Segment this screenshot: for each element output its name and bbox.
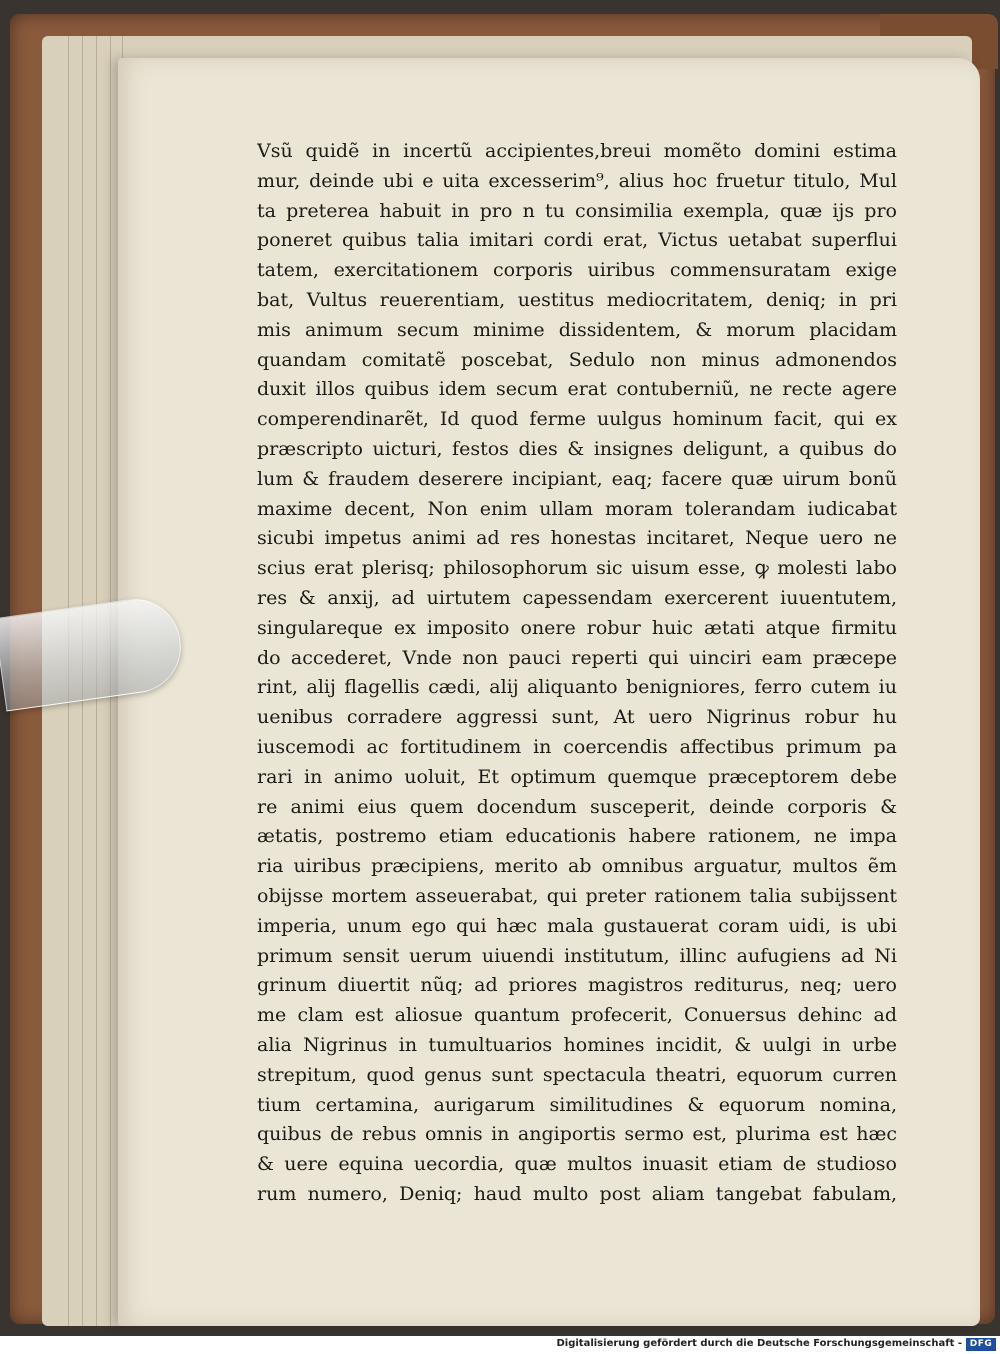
text-line: ria uiribus præcipiens, merito ab omnibus arguatur, multos ẽm (257, 855, 897, 878)
text-line: singulareque ex imposito onere robur huic ætati atque firmitu (257, 616, 897, 639)
footer-credit: Digitalisierung gefördert durch die Deutsche Forschungsgemeinschaft - (556, 1338, 962, 1349)
page-text (257, 137, 897, 1210)
text-line: rari in animo uoluit, Et optimum quemque præceptorem debe (257, 765, 897, 788)
text-line: lum & fraudem deserere incipiant, eaq; facere quæ uirum bonũ (257, 467, 897, 490)
text-line: maxime decent, Non enim ullam moram tolerandam iudicabat (257, 497, 897, 520)
text-line: imperia, unum ego qui hæc mala gustauerat coram uidi, is ubi (257, 914, 897, 937)
text-line: bat, Vultus reuerentiam, uestitus mediocritatem, deniq; in pri (257, 288, 897, 311)
text-line: do accederet, Vnde non pauci reperti qui uinciri eam præcepe (257, 646, 897, 669)
text-line: tium certamina, aurigarum similitudines & equorum nomina, (257, 1093, 897, 1116)
text-line: me clam est aliosue quantum profecerit, Conuersus dehinc ad (257, 1004, 897, 1027)
text-line: præscripto uicturi, festos dies & insignes deligunt, a quibus do (257, 437, 897, 460)
footer-bar (0, 1336, 1000, 1354)
text-line: sicubi impetus animi ad res honestas incitaret, Neque uero ne (257, 527, 897, 550)
text-line: ta preterea habuit in pro n tu consimilia exempla, quæ ijs pro (257, 199, 897, 222)
text-line: & uere equina uecordia, quæ multos inuasit etiam de studioso (257, 1153, 897, 1176)
text-line: tatem, exercitationem corporis uiribus commensuratam exige (257, 259, 897, 282)
text-line: Vsũ quidẽ in incertũ accipientes,breui momẽto domini estima (257, 140, 897, 162)
text-line: strepitum, quod genus sunt spectacula theatri, equorum curren (257, 1063, 897, 1086)
text-line: duxit illos quibus idem secum erat contuberniũ, ne recte agere (257, 378, 897, 401)
text-line: comperendinarẽt, Id quod ferme uulgus hominum facit, qui ex (257, 408, 897, 431)
text-line: alia Nigrinus in tumultuarios homines incidit, & uulgi in urbe (257, 1033, 897, 1056)
text-line: iuscemodi ac fortitudinem in coercendis affectibus primum pa (257, 735, 897, 758)
text-line: quandam comitatẽ poscebat, Sedulo non minus admonendos (257, 348, 897, 371)
text-line: ætatis, postremo etiam educationis habere rationem, ne impa (257, 825, 897, 848)
text-line: scius erat plerisq; philosophorum sic uisum esse, ꝙ molesti labo (257, 557, 897, 580)
text-line: uenibus corradere aggressi sunt, At uero Nigrinus robur hu (257, 706, 897, 729)
text-line: grinum diuertit nũq; ad priores magistros rediturus, neq; uero (257, 974, 897, 997)
text-line: poneret quibus talia imitari cordi erat, Victus uetabat superflui (257, 229, 897, 252)
text-line: rum numero, Deniq; haud multo post aliam tangebat fabulam, (257, 1182, 897, 1205)
text-line: obijsse mortem asseuerabat, qui preter rationem talia subijssent (257, 884, 897, 907)
text-line: re animi eius quem docendum susceperit, deinde corporis & (257, 795, 897, 818)
text-line: mur, deinde ubi e uita excesserim⁹, alius hoc fruetur titulo, Mul (257, 169, 897, 192)
text-line: rint, alij flagellis cædi, alij aliquanto benigniores, ferro cutem iu (257, 676, 897, 699)
text-line: mis animum secum minime dissidentem, & morum placidam (257, 318, 897, 341)
text-line: quibus de rebus omnis in angiportis sermo est, plurima est hæc (257, 1123, 897, 1146)
text-line: primum sensit uerum uiuendi institutum, illinc aufugiens ad Ni (257, 944, 897, 967)
dfg-logo-icon[interactable]: DFG (966, 1338, 996, 1351)
text-line: res & anxij, ad uirtutem capessendam exercerent iuuentutem, (257, 586, 897, 609)
